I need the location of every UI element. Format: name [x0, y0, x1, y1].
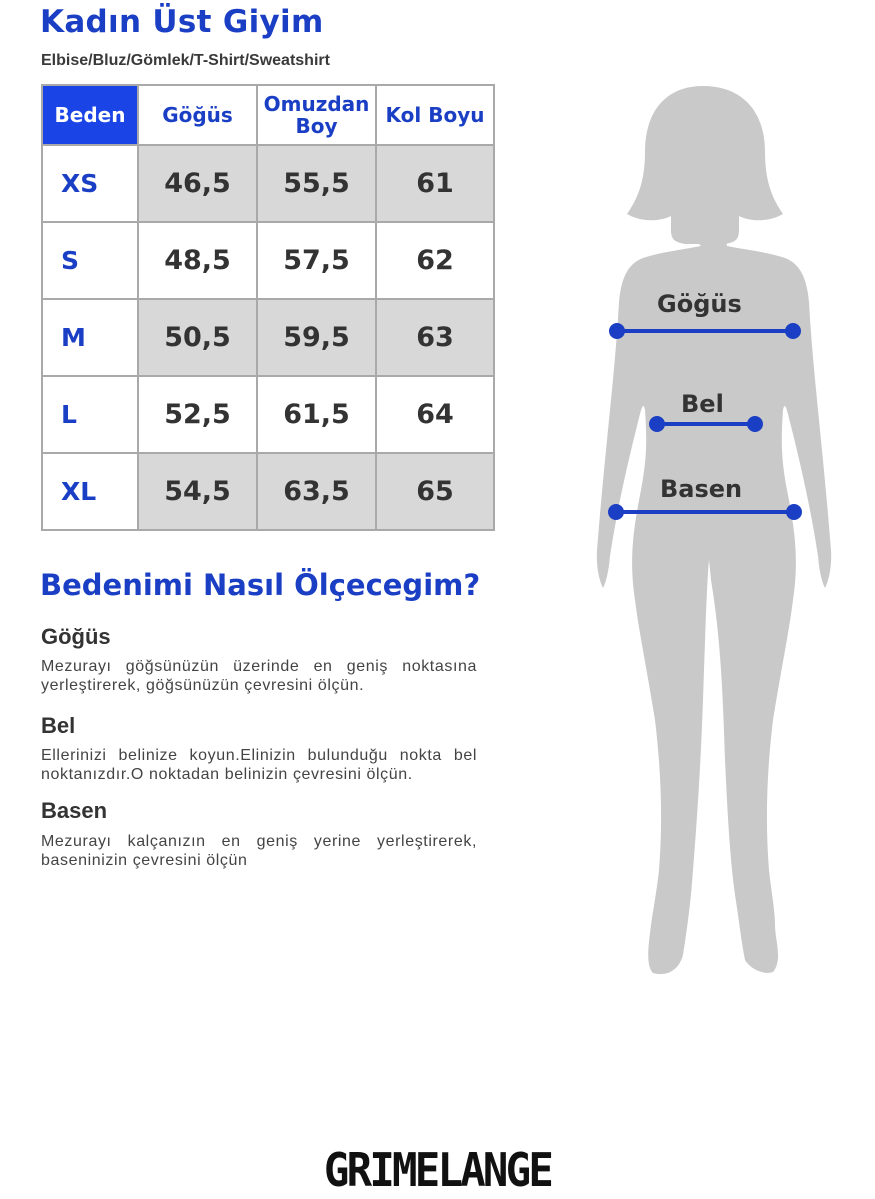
waist-heading: Bel	[41, 713, 76, 738]
shoulder-length-cell: 57,5	[257, 222, 376, 299]
size-table	[41, 84, 495, 531]
table-row	[42, 222, 494, 299]
chest-cell: 52,5	[138, 376, 257, 453]
table-row	[42, 453, 494, 530]
chest-instructions: Mezurayı göğsünüzün üzerinde en geniş noktasına yerleştirerek, göğsünüzün çevresini ölçün.	[41, 658, 477, 694]
chest-heading: Göğüs	[41, 624, 111, 649]
guide-title: Bedenimi Nasıl Ölçecegim?	[40, 568, 481, 602]
brand-logo: GRIMELANGE	[323, 1143, 552, 1197]
sleeve-length-cell: 64	[376, 376, 494, 453]
size-cell: S	[42, 222, 138, 299]
shoulder-length-cell: 59,5	[257, 299, 376, 376]
table-row	[42, 145, 494, 222]
page-subtitle: Elbise/Bluz/Gömlek/T-Shirt/Sweatshirt	[41, 52, 330, 69]
sleeve-length-cell: 62	[376, 222, 494, 299]
chest-cell: 46,5	[138, 145, 257, 222]
header-chest: Göğüs	[138, 85, 257, 145]
silhouette	[597, 86, 831, 974]
header-sleeve-length: Kol Boyu	[376, 85, 494, 145]
table-row	[42, 376, 494, 453]
page-title: Kadın Üst Giyim	[40, 4, 324, 40]
chest-cell: 48,5	[138, 222, 257, 299]
waist-instructions: Ellerinizi belinize koyun.Elinizin bulunduğu nokta bel noktanızdır.O noktadan belinizin çevresini ölçün.	[41, 747, 477, 783]
sleeve-length-cell: 61	[376, 145, 494, 222]
body-figure	[575, 80, 845, 984]
hip-instructions: Mezurayı kalçanızın en geniş yerine yerleştirerek, baseninizin çevresini ölçün	[41, 833, 477, 869]
sleeve-length-cell: 63	[376, 299, 494, 376]
header-shoulder-length	[257, 85, 376, 145]
hip-left-dot	[610, 506, 622, 518]
chest-right-dot	[787, 325, 799, 337]
size-cell: L	[42, 376, 138, 453]
table-header-row	[42, 85, 494, 145]
hip-heading: Basen	[41, 798, 108, 823]
chest-cell: 50,5	[138, 299, 257, 376]
hip-right-dot	[788, 506, 800, 518]
sleeve-length-cell: 65	[376, 453, 494, 530]
hip-label: Basen	[660, 475, 743, 503]
header-shoulder-length-text: Omuzdan Boy	[263, 92, 370, 138]
chest-cell: 54,5	[138, 453, 257, 530]
shoulder-length-cell: 61,5	[257, 376, 376, 453]
shoulder-length-cell: 55,5	[257, 145, 376, 222]
shoulder-length-cell: 63,5	[257, 453, 376, 530]
waist-right-dot	[749, 418, 761, 430]
waist-left-dot	[651, 418, 663, 430]
size-cell: M	[42, 299, 138, 376]
size-cell: XS	[42, 145, 138, 222]
table-row	[42, 299, 494, 376]
chest-left-dot	[611, 325, 623, 337]
waist-label: Bel	[681, 390, 724, 418]
header-size: Beden	[42, 85, 138, 145]
chest-label: Göğüs	[657, 290, 742, 318]
silhouette-illustration	[575, 80, 845, 980]
size-cell: XL	[42, 453, 138, 530]
